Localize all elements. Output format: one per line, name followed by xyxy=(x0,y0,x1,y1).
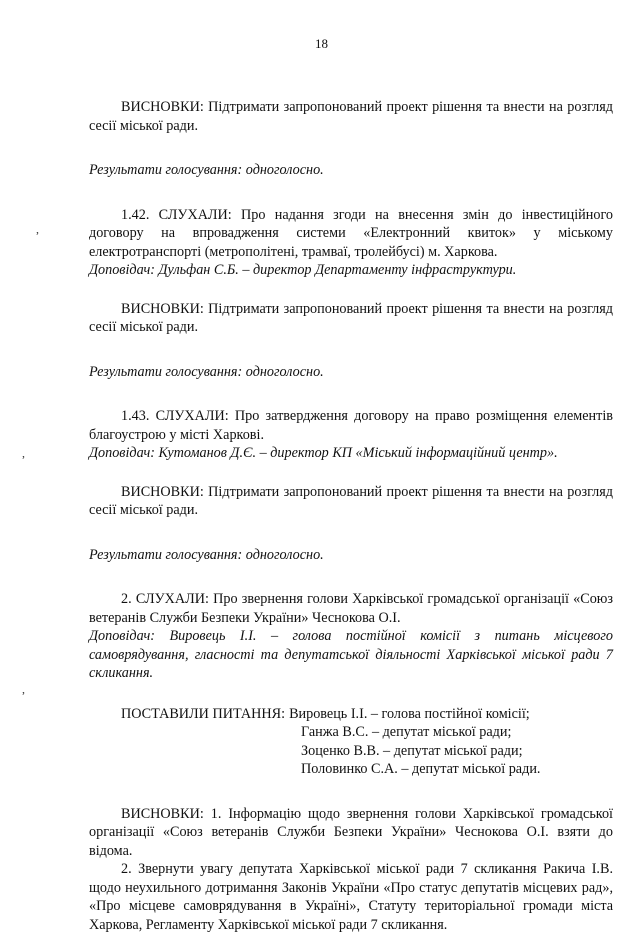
margin-mark: , xyxy=(22,682,25,696)
heard-2-text: Про звернення голови Харківської громадської організації «Союз ветеранів Служби Безпеки України» Чеснокова О.І. xyxy=(89,591,613,626)
heard-2 xyxy=(89,590,613,627)
heard-1-43 xyxy=(89,407,613,444)
heard-2-number: 2. СЛУХАЛИ: xyxy=(121,591,209,607)
conclusion-1-43: ВИСНОВКИ: Підтримати запропонований проект рішення та внести на розгляд сесії міської ради. xyxy=(89,483,613,518)
margin-mark: , xyxy=(22,446,25,460)
vote-result-1-42: Результати голосування: одноголосно. xyxy=(89,363,324,380)
margin-mark: , xyxy=(36,222,39,236)
heard-1-42 xyxy=(89,206,613,262)
speaker-2: Доповідач: Вировець І.І. – голова постійної комісії з питань місцевого самоврядування, гласності та депутатської діяльності Харківської міської ради 7 скликання. xyxy=(89,628,613,681)
heard-1-42-text: Про надання згоди на внесення змін до інвестиційного договору на впровадження системи «Електронний квиток» у міському електротранспорті (метрополітені, трамваї, тролейбусі) м. Харкова. xyxy=(89,206,613,260)
speaker-1-42: Доповідач: Дульфан С.Б. – директор Департаменту інфраструктури. xyxy=(89,262,517,278)
document-body xyxy=(89,98,613,934)
conclusion-1-42: ВИСНОВКИ: Підтримати запропонований проект рішення та внести на розгляд сесії міської ради. xyxy=(89,300,613,335)
conclusion-1: ВИСНОВКИ: Підтримати запропонований проект рішення та внести на розгляд сесії міської ради. xyxy=(89,99,613,134)
speaker-1-43: Доповідач: Кутоманов Д.Є. – директор КП «Міський інформаційний центр». xyxy=(89,445,558,461)
heard-1-43-text: Про затвердження договору на право розміщення елементів благоустрою у місті Харкові. xyxy=(89,408,613,443)
page-number: 18 xyxy=(315,36,328,51)
questions-block xyxy=(89,705,613,779)
heard-1-43-number: 1.43. СЛУХАЛИ: xyxy=(121,408,229,424)
conclusion-2-item-2: 2. Звернути увагу депутата Харківської міської ради 7 скликання Ракича І.В. щодо неухильного дотримання Законів України «Про статус депутатів місцевих рад», «Про місцеве самоврядування в Україні», Статуту територіальної громади міста Харкова, Регламенту Харківської міської ради 7 скликання. xyxy=(89,861,613,933)
questions-item: Зоценко В.В. – депутат міської ради; xyxy=(301,742,523,759)
conclusion-2-item-1: ВИСНОВКИ: 1. Інформацію щодо звернення голови Харківської громадської організації «Союз ветеранів Служби Безпеки України» Чеснокова О.І. взяти до відома. xyxy=(89,805,613,859)
vote-result-1-43: Результати голосування: одноголосно. xyxy=(89,546,324,563)
questions-label: ПОСТАВИЛИ ПИТАННЯ: xyxy=(121,705,286,722)
questions-item: Половинко С.А. – депутат міської ради. xyxy=(301,761,541,777)
questions-item: Вировець І.І. – голова постійної комісії; xyxy=(289,705,530,722)
vote-result-1: Результати голосування: одноголосно. xyxy=(89,162,324,178)
heard-1-42-number: 1.42. СЛУХАЛИ: xyxy=(121,206,232,223)
questions-item: Ганжа В.С. – депутат міської ради; xyxy=(301,724,512,740)
